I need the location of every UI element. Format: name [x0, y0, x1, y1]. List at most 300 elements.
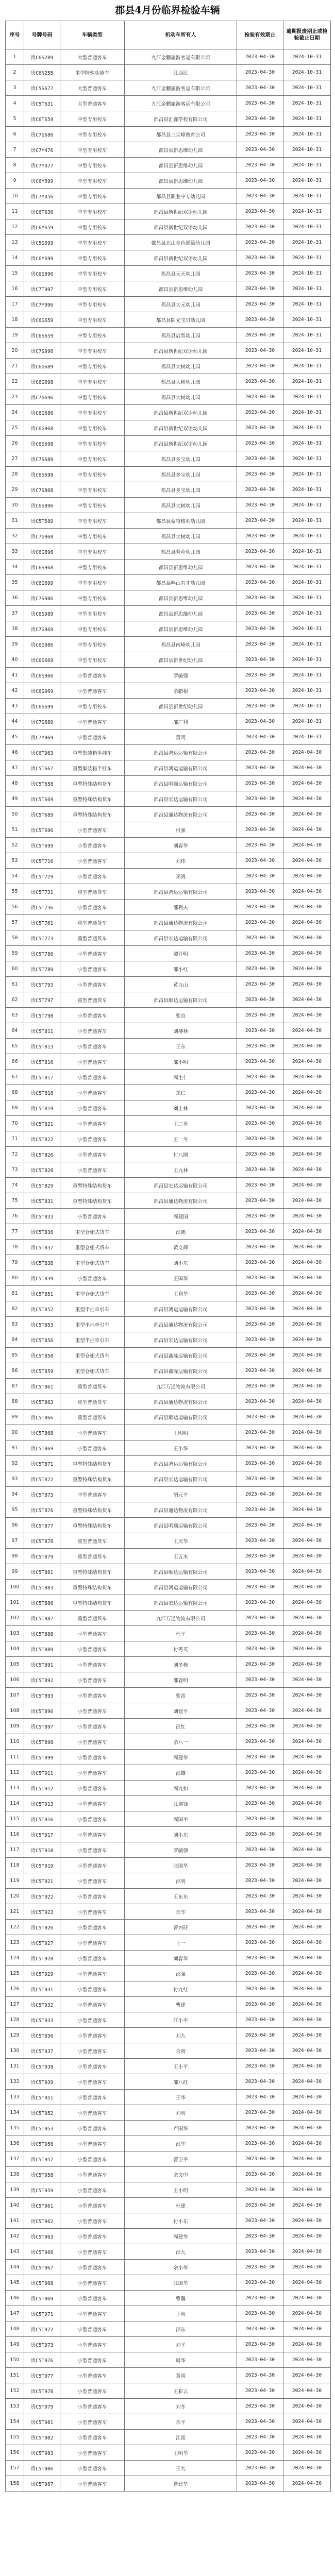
table-row — [6, 2383, 331, 2399]
cell-deadline: 2024-10-31 — [283, 111, 331, 127]
cell-type: 中型专用校车 — [60, 142, 125, 158]
cell-deadline: 2024-04-30 — [283, 1054, 331, 1070]
cell-valid-until: 2023-04-30 — [237, 1811, 283, 1827]
cell-no: 156 — [6, 2445, 24, 2461]
cell-no: 115 — [6, 1811, 24, 1827]
table-row — [6, 2368, 331, 2383]
cell-type: 小型普通客车 — [60, 1023, 125, 1039]
cell-no: 19 — [6, 328, 24, 343]
cell-owner: 胡元平 — [125, 1487, 237, 1502]
cell-valid-until: 2023-04-30 — [237, 1054, 283, 1070]
cell-owner: 王明华 — [125, 2445, 237, 2461]
cell-deadline: 2024-04-30 — [283, 1580, 331, 1595]
table-row — [6, 2182, 331, 2198]
cell-no: 25 — [6, 420, 24, 436]
cell-owner: 都昌县顺达运输有限公司 — [125, 1564, 237, 1580]
cell-owner: 周国平 — [125, 1811, 237, 1827]
cell-owner: 都昌县大树幼儿园 — [125, 498, 237, 513]
cell-type: 小型普通客车 — [60, 2244, 125, 2260]
cell-owner: 刘小东 — [125, 1827, 237, 1842]
cell-owner: 黄明 — [125, 730, 237, 745]
cell-type: 小型普通客车 — [60, 2167, 125, 2182]
cell-no: 3 — [6, 80, 24, 96]
cell-type: 重型普通货车 — [60, 1394, 125, 1410]
cell-deadline: 2024-04-30 — [283, 2151, 331, 2167]
cell-owner: 邵红 — [125, 1719, 237, 1734]
table-row — [6, 1889, 331, 1904]
table-row — [6, 1672, 331, 1688]
cell-deadline: 2024-04-30 — [283, 1131, 331, 1147]
cell-plate: 贵C5T886 — [24, 1595, 60, 1611]
cell-plate: 贵C7Y477 — [24, 158, 60, 173]
cell-owner: 都昌县蒙特梭利幼儿园 — [125, 513, 237, 529]
cell-valid-until: 2023-04-30 — [237, 1240, 283, 1255]
cell-owner: 王庆华 — [125, 1533, 237, 1549]
cell-type: 重型普通货车 — [60, 1549, 125, 1564]
cell-no: 104 — [6, 1641, 24, 1657]
table-row — [6, 1564, 331, 1580]
cell-plate: 贵C5T956 — [24, 2136, 60, 2151]
cell-no: 92 — [6, 1456, 24, 1471]
cell-no: 59 — [6, 946, 24, 961]
cell-deadline: 2024-04-30 — [283, 1410, 331, 1425]
cell-owner: 都昌县多宝幼儿园 — [125, 482, 237, 498]
cell-valid-until: 2023-04-30 — [237, 235, 283, 250]
cell-owner: 都昌县新思维幼儿园 — [125, 142, 237, 158]
cell-type: 中型专用校车 — [60, 158, 125, 173]
cell-no: 142 — [6, 2229, 24, 2244]
cell-owner: 九江万通物流有限公司 — [125, 1611, 237, 1626]
cell-type: 小型普通客车 — [60, 900, 125, 915]
cell-no: 6 — [6, 127, 24, 142]
cell-deadline: 2024-04-30 — [283, 853, 331, 869]
table-row — [6, 1178, 331, 1193]
cell-no: 126 — [6, 1981, 24, 1997]
cell-type: 重型特殊结构货车 — [60, 1564, 125, 1580]
cell-valid-until: 2023-04-30 — [237, 1781, 283, 1796]
cell-plate: 贵C5T879 — [24, 1549, 60, 1564]
table-row — [6, 1750, 331, 1765]
cell-valid-until: 2023-04-30 — [237, 1549, 283, 1564]
cell-plate: 贵C5T836 — [24, 1224, 60, 1240]
cell-no: 22 — [6, 374, 24, 389]
cell-valid-until: 2023-04-30 — [237, 869, 283, 884]
cell-no: 15 — [6, 266, 24, 281]
table-row — [6, 1085, 331, 1100]
table-row — [6, 1688, 331, 1703]
table-row — [6, 1193, 331, 1209]
cell-owner: 刘九 — [125, 2028, 237, 2043]
cell-type: 小型普通客车 — [60, 869, 125, 884]
table-row — [6, 389, 331, 405]
cell-valid-until: 2023-04-30 — [237, 2167, 283, 2182]
cell-type: 重型特殊结构货车 — [60, 1580, 125, 1595]
cell-plate: 贵C5T889 — [24, 1641, 60, 1657]
cell-owner: 邵利夫 — [125, 900, 237, 915]
cell-valid-until: 2023-04-30 — [237, 1580, 283, 1595]
cell-owner: 刘平 — [125, 2337, 237, 2352]
cell-deadline: 2024-04-30 — [283, 1703, 331, 1719]
cell-deadline: 2024-10-31 — [283, 49, 331, 65]
cell-valid-until: 2023-04-30 — [237, 1410, 283, 1425]
cell-type: 小型普通客车 — [60, 2059, 125, 2074]
cell-type: 中型专用校车 — [60, 204, 125, 219]
cell-plate: 贵C5T876 — [24, 1502, 60, 1518]
table-row — [6, 281, 331, 297]
cell-owner: 都昌县通达物流有限公司 — [125, 1193, 237, 1209]
cell-deadline: 2024-04-30 — [283, 1440, 331, 1456]
cell-type: 中型专用校车 — [60, 219, 125, 235]
cell-type: 小型普通客车 — [60, 1811, 125, 1827]
cell-type: 小型普通客车 — [60, 2213, 125, 2229]
cell-plate: 贵C6S669 — [24, 652, 60, 668]
cell-type: 中型专用校车 — [60, 467, 125, 482]
table-row — [6, 343, 331, 359]
cell-deadline: 2024-04-30 — [283, 2229, 331, 2244]
cell-valid-until: 2023-04-30 — [237, 1085, 283, 1100]
cell-owner: 都昌县新思维幼儿园 — [125, 606, 237, 621]
cell-no: 122 — [6, 1920, 24, 1935]
cell-type: 小型普通客车 — [60, 2090, 125, 2105]
cell-type: 小型普通客车 — [60, 1162, 125, 1178]
cell-deadline: 2024-04-30 — [283, 1564, 331, 1580]
cell-no: 30 — [6, 498, 24, 513]
cell-plate: 贵C5T938 — [24, 2059, 60, 2074]
cell-deadline: 2024-04-30 — [283, 2260, 331, 2275]
cell-valid-until: 2023-04-30 — [237, 173, 283, 189]
cell-valid-until: 2023-04-30 — [237, 1641, 283, 1657]
cell-owner: 卢国华 — [125, 2121, 237, 2136]
cell-owner: 都昌县新思维幼儿园 — [125, 281, 237, 297]
cell-no: 5 — [6, 111, 24, 127]
cell-no: 61 — [6, 977, 24, 992]
cell-deadline: 2024-04-30 — [283, 1100, 331, 1116]
cell-type: 中型专用校车 — [60, 498, 125, 513]
cell-valid-until: 2023-04-30 — [237, 1379, 283, 1394]
cell-type: 小型普通客车 — [60, 1796, 125, 1811]
cell-owner: 张雷 — [125, 1688, 237, 1703]
cell-valid-until: 2023-04-30 — [237, 1951, 283, 1966]
cell-no: 17 — [6, 297, 24, 312]
table-row — [6, 1904, 331, 1920]
cell-valid-until: 2023-04-30 — [237, 96, 283, 111]
table-row — [6, 2461, 331, 2476]
cell-owner: 都昌县多宝幼儿园 — [125, 467, 237, 482]
cell-plate: 贵C6T963 — [24, 745, 60, 760]
cell-type: 中型专用校车 — [60, 590, 125, 606]
cell-no: 141 — [6, 2213, 24, 2229]
table-row — [6, 930, 331, 946]
cell-no: 85 — [6, 1348, 24, 1363]
cell-valid-until: 2023-04-30 — [237, 652, 283, 668]
cell-type: 小型普通客车 — [60, 2306, 125, 2321]
cell-deadline: 2024-04-30 — [283, 1193, 331, 1209]
cell-plate: 贵C5T918 — [24, 1842, 60, 1858]
cell-valid-until: 2023-04-30 — [237, 1672, 283, 1688]
cell-deadline: 2024-04-30 — [283, 2167, 331, 2182]
cell-deadline: 2024-04-30 — [283, 1981, 331, 1997]
cell-plate: 贵C5T859 — [24, 1363, 60, 1379]
cell-valid-until: 2023-04-30 — [237, 1394, 283, 1410]
cell-deadline: 2024-04-30 — [283, 946, 331, 961]
table-row — [6, 219, 331, 235]
cell-no: 51 — [6, 822, 24, 838]
cell-plate: 贵C5T891 — [24, 1657, 60, 1672]
cell-owner: 王二勇 — [125, 1116, 237, 1131]
cell-owner: 都昌县南峰幼儿园 — [125, 637, 237, 652]
cell-deadline: 2024-10-31 — [283, 281, 331, 297]
cell-type: 重型仓栅式货车 — [60, 1348, 125, 1363]
cell-valid-until: 2023-04-30 — [237, 1147, 283, 1162]
cell-plate: 贵C6S289 — [24, 49, 60, 65]
cell-no: 145 — [6, 2275, 24, 2291]
cell-owner: 王明 — [125, 2306, 237, 2321]
cell-valid-until: 2023-04-30 — [237, 1827, 283, 1842]
cell-deadline: 2024-04-30 — [283, 2213, 331, 2229]
cell-owner: 谭开明 — [125, 946, 237, 961]
cell-no: 150 — [6, 2352, 24, 2368]
cell-no: 8 — [6, 158, 24, 173]
cell-type: 小型普通客车 — [60, 2229, 125, 2244]
cell-type: 中型普通客车 — [60, 1487, 125, 1502]
cell-deadline: 2024-04-30 — [283, 2090, 331, 2105]
cell-deadline: 2024-04-30 — [283, 1889, 331, 1904]
cell-plate: 贵C5T978 — [24, 2383, 60, 2399]
table-row — [6, 791, 331, 807]
cell-type: 小型普通客车 — [60, 1904, 125, 1920]
cell-no: 73 — [6, 1162, 24, 1178]
cell-type: 中型专用校车 — [60, 560, 125, 575]
cell-no: 154 — [6, 2414, 24, 2430]
cell-owner: 都昌县天天幼儿园 — [125, 266, 237, 281]
cell-type: 大型普通客车 — [60, 49, 125, 65]
table-row — [6, 1023, 331, 1039]
cell-plate: 贵C5T961 — [24, 2198, 60, 2213]
cell-valid-until: 2023-04-30 — [237, 111, 283, 127]
cell-type: 小型普通客车 — [60, 2151, 125, 2167]
cell-deadline: 2024-10-31 — [283, 590, 331, 606]
cell-valid-until: 2023-04-30 — [237, 2043, 283, 2059]
cell-type: 中型专用校车 — [60, 173, 125, 189]
cell-valid-until: 2023-04-30 — [237, 776, 283, 791]
cell-owner: 都昌县鸿运运输有限公司 — [125, 1456, 237, 1471]
cell-no: 1 — [6, 49, 24, 65]
cell-type: 小型普通客车 — [60, 1966, 125, 1981]
column-header-owner: 机动车所有人 — [125, 21, 237, 49]
cell-no: 71 — [6, 1131, 24, 1147]
cell-plate: 贵C5T833 — [24, 1209, 60, 1224]
cell-type: 小型普通客车 — [60, 1070, 125, 1085]
cell-type: 重型特殊结构货车 — [60, 1193, 125, 1209]
cell-no: 57 — [6, 915, 24, 930]
table-row — [6, 127, 331, 142]
cell-deadline: 2024-04-30 — [283, 1842, 331, 1858]
cell-type: 小型普通客车 — [60, 1781, 125, 1796]
cell-valid-until: 2023-04-30 — [237, 2321, 283, 2337]
cell-plate: 贵C5T838 — [24, 1255, 60, 1270]
cell-deadline: 2024-04-30 — [283, 2074, 331, 2090]
cell-valid-until: 2023-04-30 — [237, 1750, 283, 1765]
cell-deadline: 2024-04-30 — [283, 1224, 331, 1240]
cell-owner: 刘冬 — [125, 2399, 237, 2414]
table-row — [6, 1270, 331, 1286]
cell-no: 139 — [6, 2182, 24, 2198]
cell-deadline: 2024-04-30 — [283, 1379, 331, 1394]
cell-owner: 曹兴旺 — [125, 1920, 237, 1935]
cell-deadline: 2024-04-30 — [283, 760, 331, 776]
cell-owner: 都昌县职业中专幼儿园 — [125, 189, 237, 204]
cell-valid-until: 2023-04-30 — [237, 2028, 283, 2043]
cell-owner: 都昌县新世纪双语幼儿园 — [125, 343, 237, 359]
table-row — [6, 1440, 331, 1456]
cell-type: 小型普通客车 — [60, 1039, 125, 1054]
cell-plate: 贵C5T689 — [24, 807, 60, 822]
cell-plate: 贵C5T658 — [24, 776, 60, 791]
cell-valid-until: 2023-04-30 — [237, 2352, 283, 2368]
cell-plate: 贵C5T821 — [24, 1116, 60, 1131]
cell-type: 重型仓栅式货车 — [60, 1363, 125, 1379]
cell-deadline: 2024-04-30 — [283, 2059, 331, 2074]
cell-deadline: 2024-04-30 — [283, 992, 331, 1008]
cell-plate: 贵C6Y659 — [24, 219, 60, 235]
cell-no: 120 — [6, 1889, 24, 1904]
cell-valid-until: 2023-04-30 — [237, 807, 283, 822]
cell-valid-until: 2023-04-30 — [237, 2306, 283, 2321]
cell-deadline: 2024-04-30 — [283, 1039, 331, 1054]
cell-owner: 周九如 — [125, 1781, 237, 1796]
cell-deadline: 2024-10-31 — [283, 621, 331, 637]
cell-valid-until: 2023-04-30 — [237, 1100, 283, 1116]
cell-valid-until: 2023-04-30 — [237, 590, 283, 606]
cell-plate: 贵C5T921 — [24, 1873, 60, 1889]
cell-owner: 邵华 — [125, 2136, 237, 2151]
cell-owner: 周主仁 — [125, 1070, 237, 1085]
cell-valid-until: 2023-04-30 — [237, 1363, 283, 1379]
cell-type: 中型专用校车 — [60, 189, 125, 204]
cell-no: 27 — [6, 451, 24, 467]
cell-plate: 贵C5T866 — [24, 1410, 60, 1425]
cell-plate: 贵C5T881 — [24, 1564, 60, 1580]
cell-no: 60 — [6, 961, 24, 977]
table-row — [6, 1781, 331, 1796]
cell-type: 重型半挂牵引车 — [60, 1317, 125, 1332]
table-row — [6, 1951, 331, 1966]
cell-deadline: 2024-10-31 — [283, 482, 331, 498]
cell-deadline: 2024-10-31 — [283, 405, 331, 420]
cell-deadline: 2024-04-30 — [283, 1070, 331, 1085]
cell-type: 小型普通客车 — [60, 1873, 125, 1889]
cell-deadline: 2024-04-30 — [283, 1286, 331, 1301]
cell-no: 76 — [6, 1209, 24, 1224]
table-row — [6, 544, 331, 560]
cell-no: 97 — [6, 1533, 24, 1549]
table-row — [6, 2059, 331, 2074]
cell-no: 106 — [6, 1672, 24, 1688]
cell-owner: 都昌县北山金色摇篮幼儿园 — [125, 235, 237, 250]
cell-owner: 周建华 — [125, 2229, 237, 2244]
cell-deadline: 2024-10-31 — [283, 219, 331, 235]
cell-no: 9 — [6, 173, 24, 189]
table-row — [6, 2012, 331, 2028]
cell-deadline: 2024-04-30 — [283, 1688, 331, 1703]
cell-type: 小型普通客车 — [60, 2476, 125, 2492]
cell-owner: 九江金鹏旅游客运有限公司 — [125, 49, 237, 65]
cell-owner: 王九林 — [125, 1162, 237, 1178]
cell-type: 小型普通客车 — [60, 2368, 125, 2383]
cell-no: 146 — [6, 2291, 24, 2306]
cell-valid-until: 2023-04-30 — [237, 1796, 283, 1811]
cell-owner: 都昌县新思维幼儿园 — [125, 560, 237, 575]
cell-valid-until: 2023-04-30 — [237, 1131, 283, 1147]
cell-type: 重型普通货车 — [60, 884, 125, 900]
cell-no: 42 — [6, 683, 24, 699]
cell-valid-until: 2023-04-30 — [237, 1039, 283, 1054]
cell-owner: 都昌县通达物流有限公司 — [125, 807, 237, 822]
cell-owner: 都昌县三尖峰教育公司 — [125, 127, 237, 142]
cell-plate: 贵C5T667 — [24, 760, 60, 776]
cell-type: 重型集装箱半挂车 — [60, 745, 125, 760]
cell-plate: 贵C5T761 — [24, 915, 60, 930]
cell-plate: 贵C5T817 — [24, 1070, 60, 1085]
cell-no: 144 — [6, 2260, 24, 2275]
cell-plate: 贵C5T912 — [24, 1781, 60, 1796]
cell-valid-until: 2023-04-30 — [237, 2461, 283, 2476]
cell-no: 45 — [6, 730, 24, 745]
cell-owner: 郑鸿 — [125, 869, 237, 884]
cell-plate: 贵C5T932 — [24, 1997, 60, 2012]
cell-valid-until: 2023-04-30 — [237, 2105, 283, 2121]
cell-plate: 贵C7G969 — [24, 621, 60, 637]
cell-owner: 王小明 — [125, 2182, 237, 2198]
cell-no: 10 — [6, 189, 24, 204]
cell-valid-until: 2023-04-30 — [237, 482, 283, 498]
cell-valid-until: 2023-04-30 — [237, 1348, 283, 1363]
cell-no: 157 — [6, 2461, 24, 2476]
cell-valid-until: 2023-04-30 — [237, 621, 283, 637]
cell-plate: 贵C5T731 — [24, 884, 60, 900]
cell-valid-until: 2023-04-30 — [237, 1842, 283, 1858]
cell-owner: 王利华 — [125, 1286, 237, 1301]
cell-type: 中型专用校车 — [60, 312, 125, 328]
cell-deadline: 2024-04-30 — [283, 1796, 331, 1811]
cell-plate: 贵C5T822 — [24, 1131, 60, 1147]
cell-valid-until: 2023-04-30 — [237, 853, 283, 869]
table-row — [6, 745, 331, 760]
cell-plate: 贵C6S698 — [24, 467, 60, 482]
cell-valid-until: 2023-04-30 — [237, 529, 283, 544]
cell-plate: 贵C5T931 — [24, 1981, 60, 1997]
cell-type: 重型普通货车 — [60, 1379, 125, 1394]
table-row — [6, 2275, 331, 2291]
cell-type: 重型特殊结构货车 — [60, 776, 125, 791]
cell-deadline: 2024-10-31 — [283, 498, 331, 513]
cell-owner: 江西民 — [125, 65, 237, 80]
table-row — [6, 111, 331, 127]
cell-plate: 贵C5T589 — [24, 513, 60, 529]
cell-type: 重型集装箱半挂车 — [60, 760, 125, 776]
cell-owner: 王五木 — [125, 1549, 237, 1564]
cell-plate: 贵C5T839 — [24, 1270, 60, 1286]
cell-deadline: 2024-04-30 — [283, 884, 331, 900]
column-header-deadline: 逾期报废期止或检验截止日期 — [283, 21, 331, 49]
cell-no: 135 — [6, 2121, 24, 2136]
table-row — [6, 1719, 331, 1734]
cell-no: 77 — [6, 1224, 24, 1240]
cell-deadline: 2024-04-30 — [283, 2476, 331, 2492]
cell-owner: 江小平 — [125, 2012, 237, 2028]
table-row — [6, 1997, 331, 2012]
cell-type: 小型普通客车 — [60, 2074, 125, 2090]
